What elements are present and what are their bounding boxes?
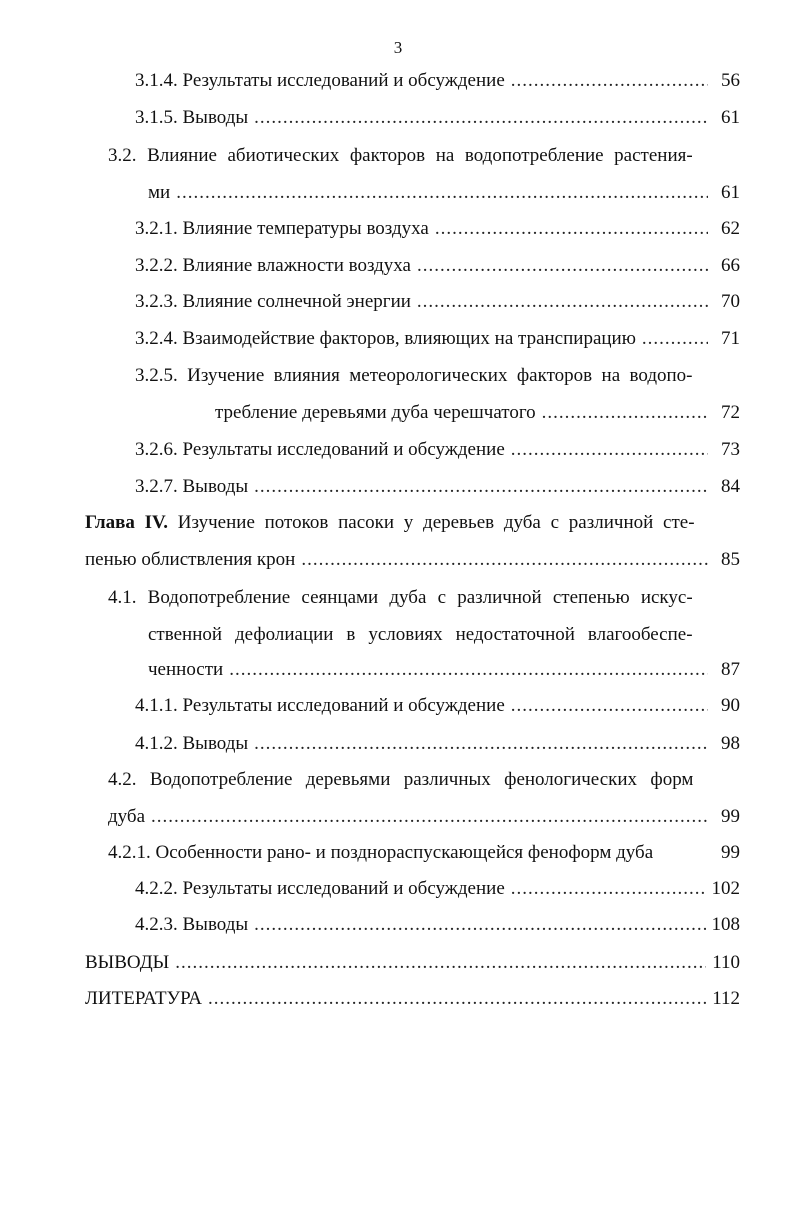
toc-leader-dots	[176, 180, 708, 206]
toc-entry-title: 3.1.4. Результаты исследований и обсуждение	[135, 70, 505, 91]
toc-entry-4-2[interactable]	[108, 804, 740, 830]
toc-entry-title: 3.2.4. Взаимодействие факторов, влияющих на транспирацию	[135, 328, 636, 349]
toc-page-number: 61	[721, 107, 740, 128]
toc-entry-4-2-3[interactable]	[135, 912, 740, 938]
toc-entry-4-1-1[interactable]	[135, 693, 740, 719]
toc-entry-title: ченности	[148, 659, 224, 680]
toc-leader-dots	[542, 400, 708, 426]
toc-entry-3-2-2[interactable]	[135, 253, 740, 279]
toc-entry-title: 4.2.3. Выводы	[135, 914, 249, 935]
toc-entry-title: ЛИТЕРАТУРА	[85, 988, 202, 1009]
toc-page-number: 85	[721, 549, 740, 570]
toc-entry-title: 3.2.3. Влияние солнечной энергии	[135, 291, 411, 312]
toc-entry-title: пенью облиствления крон	[85, 549, 296, 570]
toc-entry-title: требление деревьями дуба черешчатого	[215, 402, 536, 423]
toc-page-number: 90	[721, 695, 740, 716]
toc-entry-3-2-line1[interactable]: 3.2. Влияние абиотических факторов на водопотребление растения-	[108, 145, 693, 166]
toc-entry-4-1[interactable]	[148, 657, 740, 683]
toc-entry-3-2-1[interactable]	[135, 216, 740, 242]
toc-page-number: 102	[711, 878, 740, 899]
toc-entry-3-1-5[interactable]	[135, 105, 740, 131]
toc-entry-3-2-5[interactable]	[215, 400, 740, 426]
toc-entry-3-2[interactable]	[148, 180, 740, 206]
toc-page-number: 99	[721, 806, 740, 827]
toc-entry-title: 4.1.1. Результаты исследований и обсуждение	[135, 695, 505, 716]
toc-entry-4-1-2[interactable]	[135, 731, 740, 757]
toc-entry-title: ВЫВОДЫ	[85, 952, 170, 973]
toc-entry-title: 3.2.6. Результаты исследований и обсуждение	[135, 439, 505, 460]
toc-page-number: 66	[721, 255, 740, 276]
toc-entry-3-2-7[interactable]	[135, 474, 740, 500]
toc-page-number: 62	[721, 218, 740, 239]
toc-leader-dots	[254, 731, 708, 757]
toc-leader-dots	[511, 68, 708, 94]
toc-leader-dots	[254, 105, 708, 131]
toc-entry-title: 3.2.1. Влияние температуры воздуха	[135, 218, 429, 239]
toc-entry-3-2-4[interactable]	[135, 326, 740, 352]
toc-entry-4-2-line1[interactable]: 4.2. Водопотребление деревьями различных фенологических форм	[108, 769, 694, 790]
toc-entry-title: дуба	[108, 806, 146, 827]
toc-leader-dots	[208, 986, 706, 1012]
toc-leader-dots	[435, 216, 708, 242]
toc-page-number: 108	[711, 914, 740, 935]
toc-entry-title: 4.1.2. Выводы	[135, 733, 249, 754]
chapter-label: Глава IV.	[85, 512, 169, 533]
toc-leader-dots	[417, 289, 708, 315]
toc-page-number: 73	[721, 439, 740, 460]
toc-page-number: 61	[721, 182, 740, 203]
toc-entry-3-1-4[interactable]	[135, 68, 740, 94]
toc-leader-dots	[511, 876, 706, 902]
toc-chapter-4[interactable]	[85, 547, 740, 573]
toc-leader-dots	[511, 693, 708, 719]
toc-page-number: 71	[721, 328, 740, 349]
toc-leader-dots	[229, 657, 708, 683]
toc-page-number: 112	[712, 988, 740, 1009]
toc-page-number: 87	[721, 659, 740, 680]
toc-page-number: 70	[721, 291, 740, 312]
toc-entry-3-2-3[interactable]	[135, 289, 740, 315]
toc-entry-title: 3.2.7. Выводы	[135, 476, 249, 497]
toc-entry-title: 4.2.1. Особенности рано- и позднораспускающейся феноформ дуба	[108, 842, 654, 863]
toc-entry-title: 3.2.2. Влияние влажности воздуха	[135, 255, 411, 276]
toc-page-number: 99	[721, 842, 740, 863]
toc-leader-dots	[254, 912, 705, 938]
toc-leader-dots	[642, 326, 708, 352]
toc-entry-4-1-line2[interactable]: ственной дефолиации в условиях недостаточной влагообеспе-	[148, 624, 693, 645]
toc-leader-dots	[254, 474, 708, 500]
toc-page-number: 56	[721, 70, 740, 91]
toc-page-number: 110	[712, 952, 740, 973]
toc-page-number: 98	[721, 733, 740, 754]
page-number: 3	[393, 38, 403, 57]
toc-entry-3-2-5-line1[interactable]: 3.2.5. Изучение влияния метеорологических факторов на водопо-	[135, 365, 693, 386]
toc-chapter-4-line1[interactable]	[85, 510, 695, 536]
toc-entry-4-2-2[interactable]	[135, 876, 740, 902]
toc-entry-title: 3.1.5. Выводы	[135, 107, 249, 128]
toc-entry-4-1-line1[interactable]: 4.1. Водопотребление сеянцами дуба с различной степенью искус-	[108, 587, 693, 608]
toc-page-number: 84	[721, 476, 740, 497]
toc-page-number: 72	[721, 402, 740, 423]
toc-leader-dots	[151, 804, 708, 830]
toc-leader-dots	[417, 253, 708, 279]
toc-entry-title: ми	[148, 182, 171, 203]
toc-leader-dots	[175, 950, 706, 976]
toc-leader-dots	[301, 547, 708, 573]
toc-entry-4-2-1[interactable]	[108, 840, 740, 866]
toc-entry-conclusions[interactable]	[85, 950, 740, 976]
chapter-title: Изучение потоков пасоки у деревьев дуба с различной сте-	[177, 512, 695, 533]
toc-leader-dots	[511, 437, 708, 463]
toc-entry-3-2-6[interactable]	[135, 437, 740, 463]
toc-entry-title: 4.2.2. Результаты исследований и обсуждение	[135, 878, 505, 899]
toc-entry-literature[interactable]	[85, 986, 740, 1012]
